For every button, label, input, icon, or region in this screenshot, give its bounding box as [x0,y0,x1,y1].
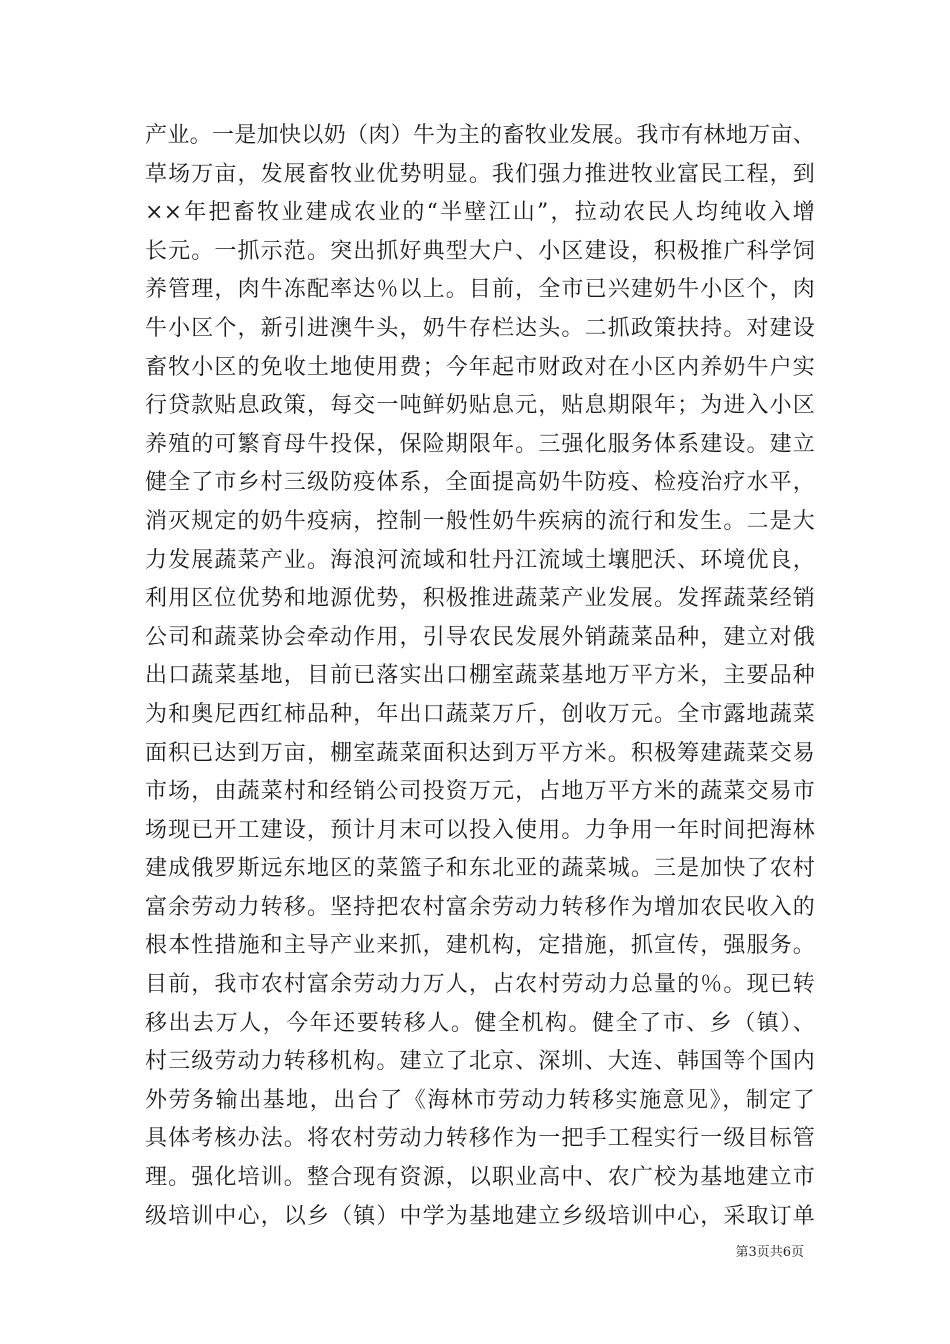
text-line: 出口蔬菜基地，目前已落实出口棚室蔬菜基地万平方米，主要品种 [145,663,815,689]
text-line: 建成俄罗斯远东地区的菜篮子和东北亚的蔬菜城。三是加快了农村 [145,856,815,882]
text-line: 行贷款贴息政策，每交一吨鲜奶贴息元，贴息期限年；为进入小区 [145,393,815,419]
text-line: 畜牧小区的免收土地使用费；今年起市财政对在小区内养奶牛户实 [145,354,815,380]
text-line: 理。强化培训。整合现有资源，以职业高中、农广校为基地建立市 [145,1165,815,1191]
text-line: 市场，由蔬菜村和经销公司投资万元，占地万平方米的蔬菜交易市 [145,779,815,805]
text-line: 公司和蔬菜协会牵动作用，引导农民发展外销蔬菜品种，建立对俄 [145,624,815,650]
text-line: 养管理，肉牛冻配率达％以上。目前，全市已兴建奶牛小区个，肉 [145,277,815,303]
text-line: 场现已开工建设，预计月末可以投入使用。力争用一年时间把海林 [145,817,815,843]
body-text [145,117,815,1236]
text-line: 富余劳动力转移。坚持把农村富余劳动力转移作为增加农民收入的 [145,894,815,920]
text-line: 养殖的可繁育母牛投保，保险期限年。三强化服务体系建设。建立 [145,431,815,457]
text-line: 外劳务输出基地，出台了《海林市劳动力转移实施意见》，制定了 [145,1087,815,1113]
text-line: 级培训中心，以乡（镇）中学为基地建立乡级培训中心，采取订单 [145,1203,815,1229]
text-line: 利用区位优势和地源优势，积极推进蔬菜产业发展。发挥蔬菜经销 [145,586,815,612]
page-number: 第3页共6页 [735,1245,804,1260]
text-line: 力发展蔬菜产业。海浪河流域和牡丹江流域土壤肥沃、环境优良， [145,547,815,573]
text-line: 面积已达到万亩，棚室蔬菜面积达到万平方米。积极筹建蔬菜交易 [145,740,815,766]
text-line: 村三级劳动力转移机构。建立了北京、深圳、大连、韩国等个国内 [145,1049,815,1075]
text-line: 消灭规定的奶牛疫病，控制一般性奶牛疾病的流行和发生。二是大 [145,508,815,534]
text-line: 根本性措施和主导产业来抓，建机构，定措施，抓宣传，强服务。 [145,933,815,959]
text-line: 目前，我市农村富余劳动力万人，占农村劳动力总量的％。现已转 [145,972,815,998]
text-line: 长元。一抓示范。突出抓好典型大户、小区建设，积极推广科学饲 [145,238,815,264]
text-line: 牛小区个，新引进澳牛头，奶牛存栏达头。二抓政策扶持。对建设 [145,315,815,341]
text-line: ××年把畜牧业建成农业的“半壁江山”，拉动农民人均纯收入增 [145,200,815,226]
text-line: 为和奥尼西红柿品种，年出口蔬菜万斤，创收万元。全市露地蔬菜 [145,701,815,727]
text-line: 具体考核办法。将农村劳动力转移作为一把手工程实行一级目标管 [145,1126,815,1152]
text-line: 产业。一是加快以奶（肉）牛为主的畜牧业发展。我市有林地万亩、 [145,123,815,148]
text-line: 草场万亩，发展畜牧业优势明显。我们强力推进牧业富民工程，到 [145,161,815,187]
text-line: 健全了市乡村三级防疫体系，全面提高奶牛防疫、检疫治疗水平， [145,470,815,496]
text-line: 移出去万人，今年还要转移人。健全机构。健全了市、乡（镇）、 [145,1010,815,1036]
